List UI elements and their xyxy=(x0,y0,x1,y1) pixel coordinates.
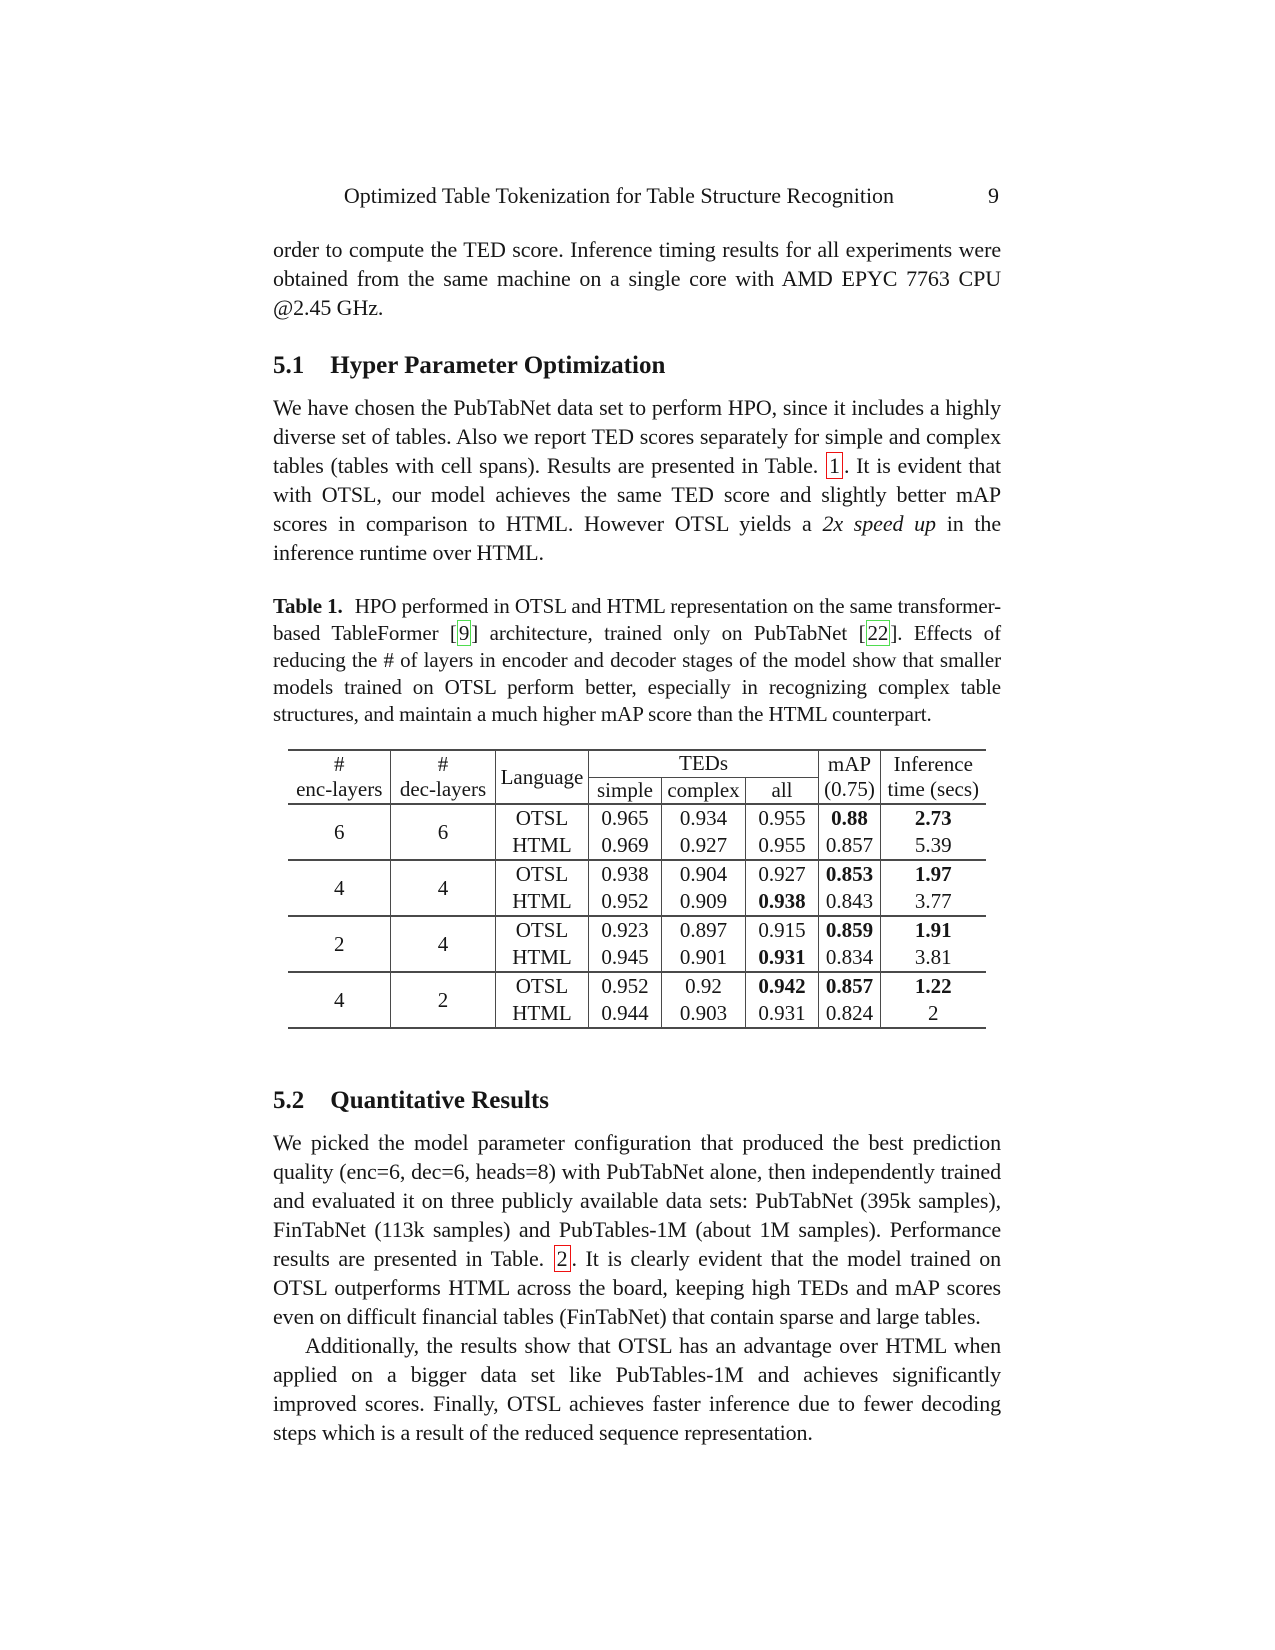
col-header-enc-layers xyxy=(288,750,390,804)
cell-complex: 0.927 xyxy=(661,832,745,860)
col-header-inference xyxy=(881,750,986,804)
caption-text: HPO performed in OTSL and HTML representation on the same transformer-based TableFormer xyxy=(273,594,1001,645)
text-column xyxy=(273,0,1001,1447)
cell-map: 0.859 xyxy=(819,916,881,944)
results-table xyxy=(288,749,985,1029)
table-1-caption xyxy=(273,593,1001,728)
cell-time: 1.22 xyxy=(881,972,986,1000)
cell-language: HTML xyxy=(495,944,588,972)
cell-complex: 0.904 xyxy=(661,860,745,888)
cell-all: 0.927 xyxy=(745,860,818,888)
paragraph-text: . It is clearly evident that the model trained on OTSL outperforms HTML across the board, keeping high TEDs and mAP scores even on difficult financial tables (FinTabNet) that contain sparse and large tables. xyxy=(273,1246,1001,1329)
section-number: 5.1 xyxy=(273,352,305,379)
table-2-reference-link[interactable]: 2 xyxy=(554,1245,571,1272)
running-head-title: Optimized Table Tokenization for Table Structure Recognition xyxy=(343,183,895,208)
header-line: Inference xyxy=(893,752,973,776)
table-row xyxy=(288,804,985,832)
col-header-language: Language xyxy=(495,750,588,804)
col-header-complex: complex xyxy=(661,777,745,804)
cell-time: 2 xyxy=(881,1000,986,1028)
cell-language: OTSL xyxy=(495,860,588,888)
cell-enc: 4 xyxy=(288,972,390,1028)
header-line: enc-layers xyxy=(296,777,383,801)
paragraph-5-1 xyxy=(273,393,1001,567)
header-line: dec-layers xyxy=(399,777,487,801)
bracket: [ xyxy=(449,621,457,645)
paragraph-intro: order to compute the TED score. Inference timing results for all experiments were obtained from the same machine on a single core with AMD EPYC 7763 CPU @2.45 GHz. xyxy=(273,237,1001,320)
cell-language: OTSL xyxy=(495,804,588,832)
emphasized-text: 2x speed up xyxy=(822,511,936,536)
table-header-row-1 xyxy=(288,750,985,777)
cell-complex: 0.934 xyxy=(661,804,745,832)
table-row xyxy=(288,972,985,1000)
section-heading-5-1 xyxy=(273,352,1001,380)
paragraph-5-2-second: Additionally, the results show that OTSL has an advantage over HTML when applied on a bigger data set like PubTables-1M and achieves significantly improved scores. Finally, OTSL achieves faster inference due to fewer decoding steps which is a result of the reduced sequence representation. xyxy=(273,1333,1001,1445)
header-line: time (secs) xyxy=(887,777,980,801)
cell-simple: 0.969 xyxy=(588,832,661,860)
cell-complex: 0.897 xyxy=(661,916,745,944)
caption-text: architecture, trained only on PubTabNet xyxy=(478,621,859,645)
section-heading-5-2 xyxy=(273,1087,1001,1115)
cell-simple: 0.944 xyxy=(588,1000,661,1028)
cell-all: 0.942 xyxy=(745,972,818,1000)
cell-enc: 4 xyxy=(288,860,390,916)
citation-9-link[interactable]: 9 xyxy=(458,621,470,645)
paragraph-text: in the inference runtime over HTML. xyxy=(273,511,1001,565)
caption-text: . Effects of reducing the # of layers in encoder and decoder stages of the model show that smaller models trained on OTSL perform better, especially in recognizing complex table structures, and maintain a much higher mAP score than the HTML counterpart. xyxy=(273,621,1001,726)
col-header-all: all xyxy=(745,777,818,804)
cell-dec: 4 xyxy=(390,860,495,916)
cell-enc: 2 xyxy=(288,916,390,972)
table-1-reference-link[interactable]: 1 xyxy=(826,452,843,479)
cell-map: 0.824 xyxy=(819,1000,881,1028)
cell-language: HTML xyxy=(495,1000,588,1028)
cell-complex: 0.92 xyxy=(661,972,745,1000)
col-header-simple: simple xyxy=(588,777,661,804)
cell-all: 0.931 xyxy=(745,944,818,972)
cell-simple: 0.965 xyxy=(588,804,661,832)
running-head xyxy=(273,183,1001,211)
header-line: # xyxy=(437,752,449,776)
cell-map: 0.853 xyxy=(819,860,881,888)
section-title: Hyper Parameter Optimization xyxy=(330,352,666,379)
paragraph-text: We picked the model parameter configuration that produced the best prediction quality (enc=6, dec=6, heads=8) with PubTabNet alone, then independently trained and evaluated it on three publicly available data sets: PubTabNet (395k samples), FinTabNet (113k samples) and PubTables-1M (about 1M samples). Performance results are presented in Table. xyxy=(273,1130,1001,1271)
section-title: Quantitative Results xyxy=(330,1087,549,1114)
cell-map: 0.88 xyxy=(819,804,881,832)
section-number: 5.2 xyxy=(273,1087,305,1114)
paragraph-text: We have chosen the PubTabNet data set to perform HPO, since it includes a highly diverse set of tables. Also we report TED scores separately for simple and complex tables (tables with cell spans). Results are presented in Table. xyxy=(273,395,1001,478)
cell-enc: 6 xyxy=(288,804,390,860)
cell-time: 5.39 xyxy=(881,832,986,860)
cell-simple: 0.952 xyxy=(588,972,661,1000)
cell-complex: 0.909 xyxy=(661,888,745,916)
cell-all: 0.938 xyxy=(745,888,818,916)
cell-all: 0.931 xyxy=(745,1000,818,1028)
col-header-teds: TEDs xyxy=(588,750,818,777)
cell-simple: 0.945 xyxy=(588,944,661,972)
header-line: # xyxy=(333,752,345,776)
table-1-caption-label: Table 1. xyxy=(273,594,343,618)
table-row xyxy=(288,860,985,888)
cell-simple: 0.952 xyxy=(588,888,661,916)
cell-language: HTML xyxy=(495,832,588,860)
cell-all: 0.915 xyxy=(745,916,818,944)
cell-map: 0.857 xyxy=(819,972,881,1000)
page-number: 9 xyxy=(988,183,999,208)
cell-complex: 0.901 xyxy=(661,944,745,972)
cell-time: 3.77 xyxy=(881,888,986,916)
cell-time: 1.91 xyxy=(881,916,986,944)
paragraph-5-2-first xyxy=(273,1128,1001,1331)
bracket: ] xyxy=(471,621,479,645)
cell-time: 2.73 xyxy=(881,804,986,832)
cell-map: 0.834 xyxy=(819,944,881,972)
cell-dec: 6 xyxy=(390,804,495,860)
cell-time: 3.81 xyxy=(881,944,986,972)
cell-dec: 4 xyxy=(390,916,495,972)
col-header-dec-layers xyxy=(390,750,495,804)
cell-map: 0.843 xyxy=(819,888,881,916)
cell-time: 1.97 xyxy=(881,860,986,888)
citation-22-link[interactable]: 22 xyxy=(867,621,889,645)
cell-language: OTSL xyxy=(495,916,588,944)
cell-map: 0.857 xyxy=(819,832,881,860)
cell-simple: 0.923 xyxy=(588,916,661,944)
bracket: [ xyxy=(858,621,866,645)
paragraph-text: . It is evident that with OTSL, our model achieves the same TED score and slightly better mAP scores in comparison to HTML. However OTSL yields a xyxy=(273,453,1002,536)
header-line: (0.75) xyxy=(824,777,875,801)
cell-dec: 2 xyxy=(390,972,495,1028)
table-row xyxy=(288,916,985,944)
bracket: ] xyxy=(890,621,898,645)
cell-all: 0.955 xyxy=(745,804,818,832)
cell-complex: 0.903 xyxy=(661,1000,745,1028)
cell-all: 0.955 xyxy=(745,832,818,860)
cell-language: HTML xyxy=(495,888,588,916)
col-header-map xyxy=(819,750,881,804)
cell-language: OTSL xyxy=(495,972,588,1000)
header-line: mAP xyxy=(827,752,872,776)
cell-simple: 0.938 xyxy=(588,860,661,888)
